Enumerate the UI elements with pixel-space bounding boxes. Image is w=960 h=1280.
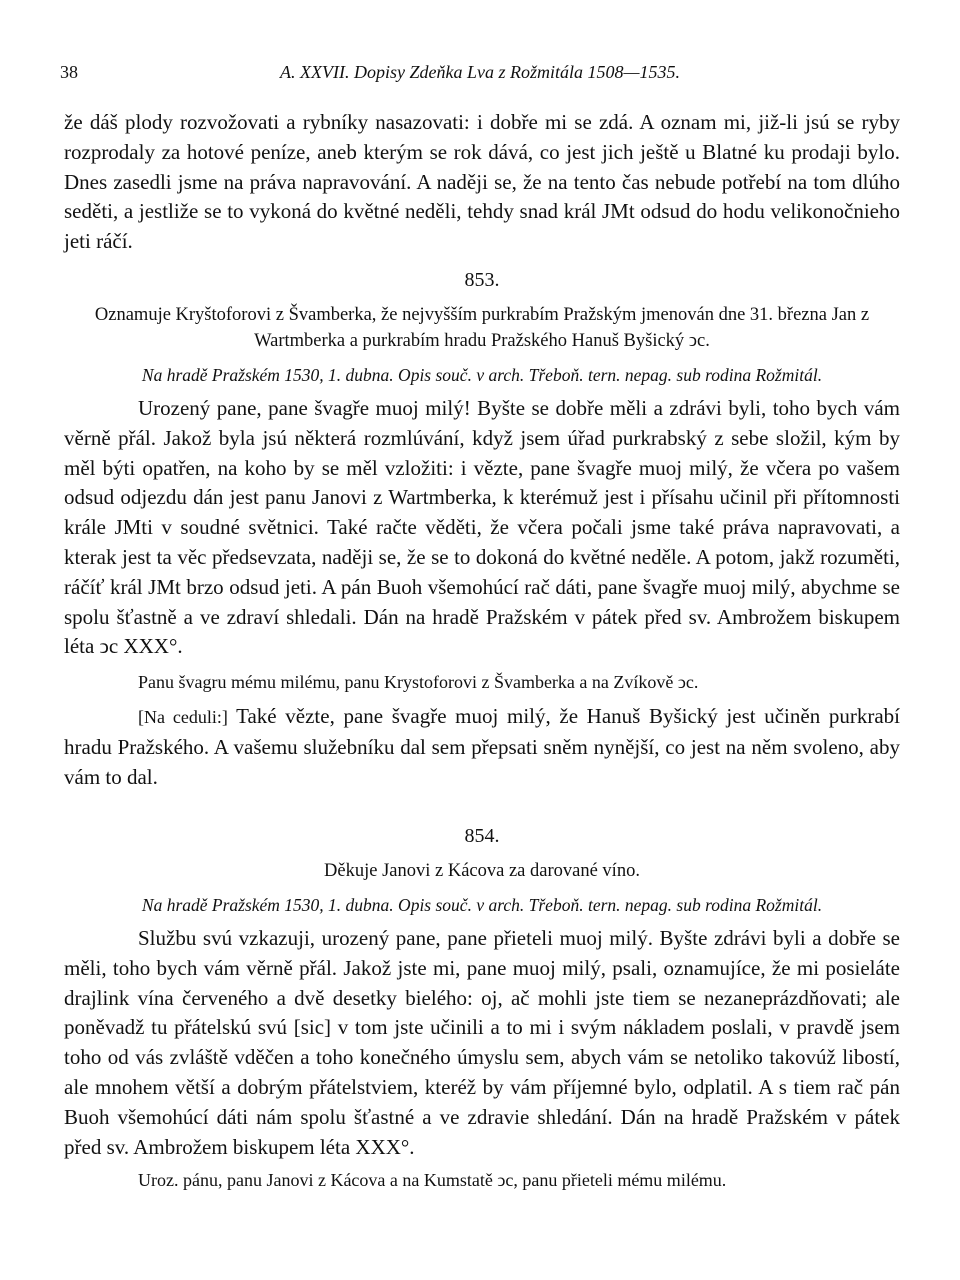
letter-854-summary: Děkuje Janovi z Kácova za darované víno. <box>324 861 640 881</box>
letter-853 <box>64 266 900 793</box>
letter-853-summary: Oznamuje Kryštoforovi z Švamberka, že nejvyšším purkrabím Pražským jmenován dne 31. března Jan z Wartmberka a purkrabím hradu Pražského Hanuš Byšický ͻc. <box>94 305 870 351</box>
letter-853-note-label: [Na ceduli:] <box>138 707 228 728</box>
letter-853-note <box>64 702 900 792</box>
letter-853-address: Panu švagru mému milému, panu Krystoforovi z Švamberka a na Zvíkově ͻc. <box>138 672 699 693</box>
letter-853-note-text: Také vězte, pane švagře muoj milý, že Hanuš Byšický jest učiněn purkrabí hradu Pražského. A vašemu služebníku dal sem přepsati sněm nynější, co jest na něm svoleno, aby vám to dal. <box>64 704 900 789</box>
page-header <box>60 62 900 86</box>
continuation-section <box>64 108 900 257</box>
letter-854-address: Uroz. pánu, panu Janovi z Kácova a na Kumstatě ͻc, panu přieteli mému milému. <box>138 1170 727 1191</box>
running-title: A. XXVII. Dopisy Zdeňka Lva z Rožmitála 1508—1535. <box>280 62 680 82</box>
continuation-paragraph: že dáš plody rozvožovati a rybníky nasazovati: i dobře mi se zdá. A oznam mi, již-li jsú se ryby rozprodaly za hotové peníze, aneb kterým se rok dává, co jest jich ještě u Blatné ku prodaji bylo. Dnes zasedli jsme na práva napravování. A naději se, že na tento čas nebude potřebí na tom dlúho seděti, a jestliže se to vykoná do květné neděli, tehdy snad král JMt odsud do hodu velikonočnieho jeti ráčí. <box>64 110 900 254</box>
letter-854-number: 854. <box>464 825 500 847</box>
letter-853-number: 853. <box>464 269 500 291</box>
letter-853-source: Na hradě Pražském 1530, 1. dubna. Opis souč. v arch. Třeboň. tern. nepag. sub rodina Rožmitál. <box>141 365 823 385</box>
letter-854-body: Službu svú vzkazuji, urozený pane, pane přieteli muoj milý. Byšte zdrávi byli a dobře se měli, toho bych vám věrně přál. Jakož jste mi, pane muoj milý, psali, oznamujíce, že mi posieláte drajlink vína červeného a dvě desetky bielého: oj, ač mohli jste tiem se nezaneprázdňovati; ale poněvadž tu přátelskú svú [sic] v tom jste učinili a to mi i svým nákladem poslali, v pravdě jsem toho od vás zvláště vděčen a toho konečného úmyslu sem, abych vám se netoliko takovúž libostí, ale mnohem větší a dobrým přátelstviem, kteréž by vám příjemné bylo, odplatil. A s tiem rač pán Buoh všemohúcí dáti nám spolu šťastné a ve zdravie shledání. Dán na hradě Pražském v pátek před sv. Ambrožem biskupem léta XXX°. <box>64 926 900 1159</box>
letter-853-body: Urozený pane, pane švagře muoj milý! Byšte se dobře měli a zdrávi byli, toho bych vám věrně přál. Jakož byla jsú některá rozmlúvání, když jsem úřad purkrabský z sebe složil, kým by měl býti opatřen, na koho by se měl vzložiti: i vězte, pane švagře muoj milý, že včera po vašem odsud odjezdu dán jest panu Janovi z Wartmberka, k kterémuž jest i přísahu učinil při přítomnosti krále JMti v soudné světnici. Také račte věděti, že včera počali jsme také práva napravovati, a kterak jest ta věc předsevzata, naději se, že se to dokoná do květné neděle. A potom, jakž rozuměti, ráčíť král JMt brzo odsud jeti. A pán Buoh všemohúcí rač dáti, pane švagře muoj milý, abychme se spolu šťastně a ve zdraví shledali. Dán na hradě Pražském v pátek před sv. Ambrožem biskupem léta ͻc XXX°. <box>64 396 900 659</box>
letter-854-source: Na hradě Pražském 1530, 1. dubna. Opis souč. v arch. Třeboň. tern. nepag. sub rodina Rožmitál. <box>141 895 823 915</box>
letter-854 <box>64 822 900 1192</box>
page-number: 38 <box>60 62 78 82</box>
